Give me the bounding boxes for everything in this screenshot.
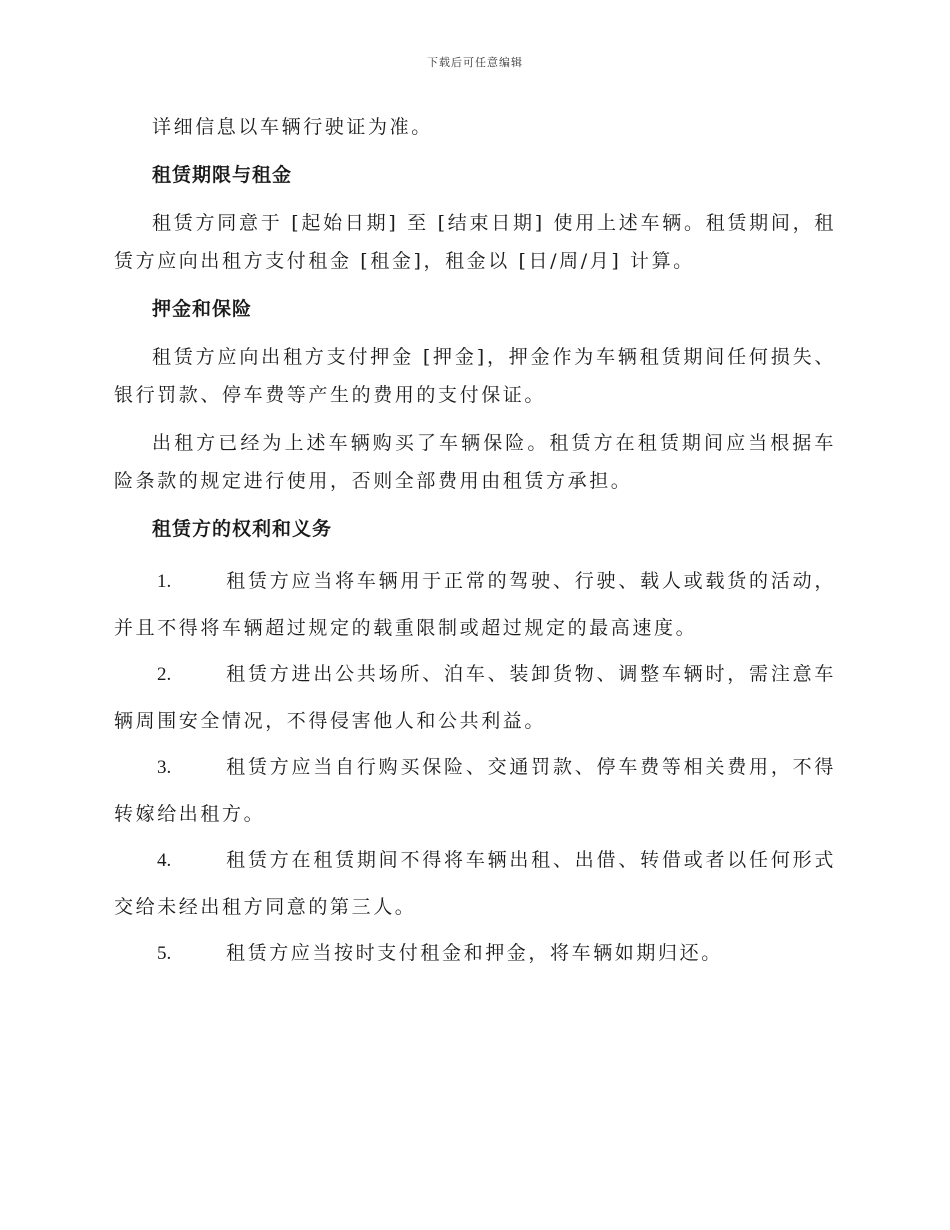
list-item bbox=[114, 837, 836, 930]
list-item bbox=[114, 651, 836, 744]
list-item-text: 租赁方应当自行购买保险、交通罚款、停车费等相关费用，不得转嫁给出租方。 bbox=[114, 756, 836, 825]
list-item-text: 租赁方应当按时支付租金和押金，将车辆如期归还。 bbox=[226, 942, 723, 964]
list-item-text: 租赁方进出公共场所、泊车、装卸货物、调整车辆时，需注意车辆周围安全情况，不得侵害他人和公共利益。 bbox=[114, 663, 836, 732]
list-item-number: 3. bbox=[157, 757, 172, 778]
paragraph-insurance: 出租方已经为上述车辆购买了车辆保险。租赁方在租赁期间应当根据车险条款的规定进行使用，否则全部费用由租赁方承担。 bbox=[114, 432, 836, 492]
list-item-text: 租赁方在租赁期间不得将车辆出租、出借、转借或者以任何形式交给未经出租方同意的第三人。 bbox=[114, 849, 836, 918]
list-item-number: 2. bbox=[157, 664, 172, 685]
page-header: 下载后可任意编辑 bbox=[427, 56, 523, 69]
list-item-text: 租赁方应当将车辆用于正常的驾驶、行驶、载人或载货的活动，并且不得将车辆超过规定的载重限制或超过规定的最高速度。 bbox=[114, 570, 836, 639]
paragraph-lease-term: 租赁方同意于 [起始日期] 至 [结束日期] 使用上述车辆。租赁期间，租赁方应向出租方支付租金 [租金]，租金以 [日/周/月] 计算。 bbox=[114, 212, 836, 272]
section-heading-deposit-insurance: 押金和保险 bbox=[152, 298, 253, 320]
list-item-number: 1. bbox=[157, 571, 172, 592]
paragraph-vehicle-info: 详细信息以车辆行驶证为准。 bbox=[152, 116, 433, 138]
list-item bbox=[114, 558, 836, 651]
list-item bbox=[114, 744, 836, 837]
paragraph-deposit: 租赁方应向出租方支付押金 [押金]，押金作为车辆租赁期间任何损失、银行罚款、停车费等产生的费用的支付保证。 bbox=[114, 346, 836, 406]
document-body bbox=[114, 108, 836, 977]
list-item bbox=[114, 930, 836, 977]
section-heading-rights-obligations: 租赁方的权利和义务 bbox=[152, 518, 333, 540]
section-heading-lease-term: 租赁期限与租金 bbox=[152, 164, 293, 186]
list-item-number: 4. bbox=[157, 850, 172, 871]
list-item-number: 5. bbox=[157, 943, 172, 964]
